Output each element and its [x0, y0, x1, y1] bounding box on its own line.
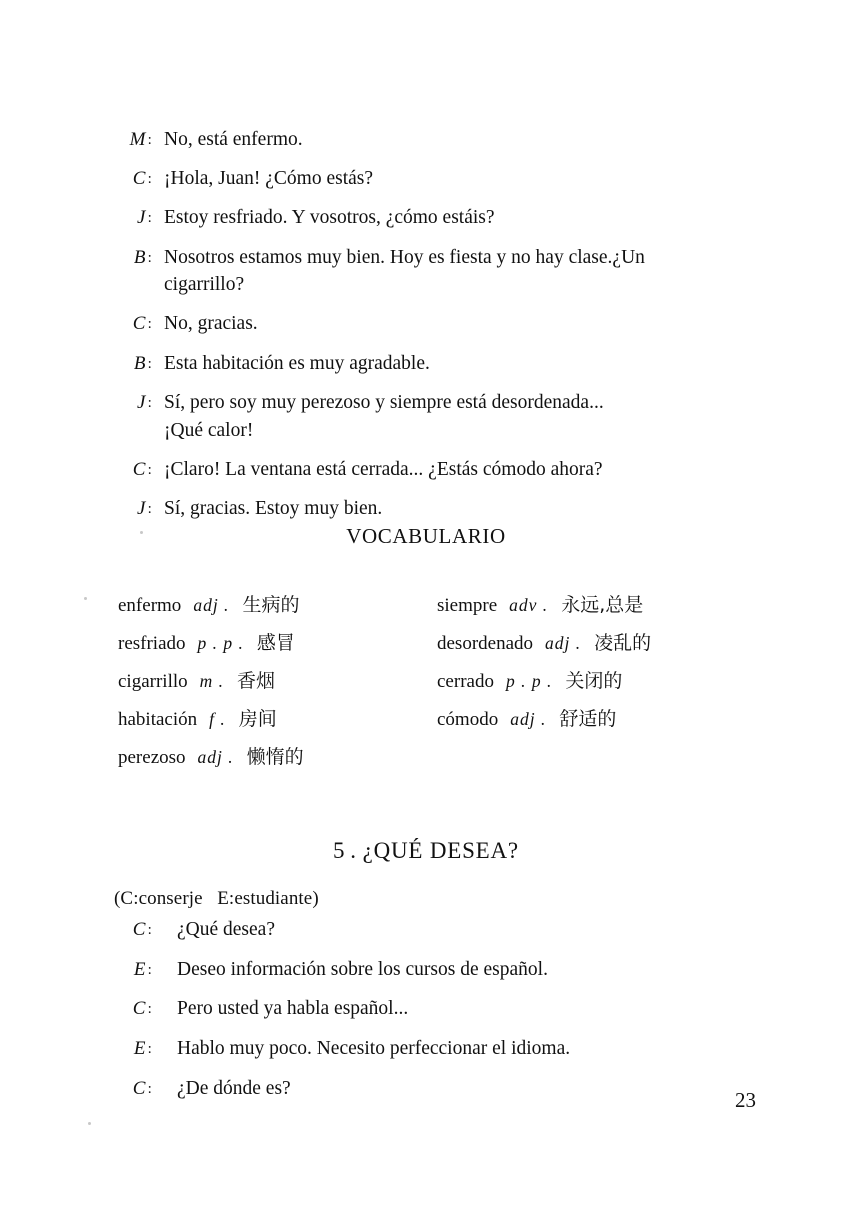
scan-speckle [84, 597, 87, 600]
utterance-primary: ¿Qué desea? [177, 919, 275, 940]
vocabulary-column-right [437, 590, 651, 742]
vocabulary-part-of-speech: m . [199, 671, 225, 691]
utterance-continuation: cigarrillo? [164, 274, 245, 296]
speaker-label: C : [132, 168, 152, 190]
vocabulary-entry [118, 742, 304, 769]
vocabulary-translation: 房间 [238, 708, 277, 730]
vocabulary-part-of-speech: p . p . [505, 671, 553, 691]
dialogue-line [118, 956, 758, 984]
speaker-colon: : [147, 961, 152, 978]
vocabulary-word: cerrado [437, 671, 494, 692]
utterance-text [152, 1035, 758, 1063]
utterance-primary: Hablo muy poco. Necesito perfeccionar el idioma. [177, 1038, 571, 1060]
speaker-colon: : [147, 922, 152, 938]
speaker-colon: : [147, 249, 152, 266]
speaker-colon: : [147, 461, 152, 478]
vocabulary-column-left [118, 590, 304, 780]
utterance-primary: Esta habitación es muy agradable. [164, 352, 430, 374]
utterance-text [152, 995, 758, 1023]
utterance-text [152, 204, 758, 232]
utterance-text [152, 456, 758, 484]
participants-note: (C:conserje E:estudiante) [114, 888, 319, 909]
speaker-colon: : [147, 132, 152, 148]
speaker-colon: : [147, 1001, 152, 1018]
speaker-colon: : [147, 1041, 152, 1058]
speaker-colon: : [147, 1080, 152, 1097]
vocabulary-entry [118, 704, 304, 731]
utterance-text [152, 165, 758, 193]
utterance-primary: Sí, pero soy muy perezoso y siempre está desordenada... [164, 391, 604, 413]
utterance-primary: ¡Claro! La ventana está cerrada... ¿Estás cómodo ahora? [164, 458, 603, 480]
speaker-label: E : [133, 1038, 152, 1060]
speaker-label: J : [136, 497, 152, 519]
scan-speckle [88, 1122, 91, 1125]
utterance-text [152, 389, 758, 444]
utterance-text [152, 126, 758, 154]
vocabulary-word: perezoso [118, 747, 186, 768]
vocabulary-entry [118, 628, 304, 655]
vocabulary-translation: 永远,总是 [561, 594, 644, 616]
vocabulary-translation: 生病的 [242, 594, 300, 616]
dialogue-line [118, 126, 758, 154]
vocabulary-translation: 舒适的 [559, 708, 617, 730]
vocabulary-translation: 香烟 [237, 670, 276, 692]
speaker-label: E : [133, 958, 152, 980]
vocabulary-part-of-speech: adj . [193, 595, 230, 615]
page-number: 23 [735, 1088, 756, 1112]
dialogue-line [118, 1035, 758, 1063]
utterance-text [152, 1075, 758, 1103]
section-title: ¿QUÉ DESEA? [362, 838, 519, 863]
vocabulary-entry [118, 666, 304, 693]
vocabulary-word: desordenado [437, 633, 534, 654]
utterance-primary: Nosotros estamos muy bien. Hoy es fiesta y no hay clase.¿Un [164, 246, 645, 268]
vocabulary-entry [437, 590, 651, 617]
utterance-primary: Deseo información sobre los cursos de español. [177, 958, 548, 980]
vocabulary-part-of-speech: adj . [510, 709, 547, 729]
vocabulary-entry [437, 704, 651, 731]
dialogue-line [118, 350, 758, 378]
utterance-primary: ¡Hola, Juan! ¿Cómo estás? [164, 168, 374, 190]
speaker-colon: : [147, 500, 152, 517]
utterance-primary: Sí, gracias. Estoy muy bien. [164, 497, 383, 519]
vocabulary-entry [437, 666, 651, 693]
vocabulary-heading: VOCABULARIO [346, 524, 506, 548]
speaker-label: B : [133, 352, 152, 374]
dialogue-line [118, 244, 758, 299]
dialogue-line [118, 1075, 758, 1103]
section-heading [0, 838, 852, 864]
utterance-primary: No, está enfermo. [164, 129, 303, 150]
vocabulary-translation: 感冒 [256, 632, 295, 654]
speaker-label: B : [133, 246, 152, 268]
utterance-continuation: ¡Qué calor! [164, 419, 254, 441]
vocabulary-entry [118, 590, 304, 617]
utterance-primary: Pero usted ya habla español... [177, 998, 409, 1020]
vocabulary-part-of-speech: p . p . [197, 633, 244, 653]
dialogue-line [118, 389, 758, 444]
dialogue-line [118, 995, 758, 1023]
speaker-label: C : [132, 998, 152, 1020]
speaker-label: C : [132, 313, 152, 335]
dialogue-line [118, 456, 758, 484]
section-number: 5 . [333, 838, 357, 863]
vocabulary-word: habitación [118, 709, 198, 730]
utterance-text [152, 310, 758, 338]
vocabulary-translation: 凌乱的 [594, 632, 652, 654]
dialogue-block-top [118, 126, 758, 534]
utterance-text [152, 244, 758, 299]
vocabulary-entry [437, 628, 651, 655]
vocabulary-word: enfermo [118, 595, 182, 616]
vocabulary-translation: 懒惰的 [246, 746, 304, 768]
dialogue-block-bottom [118, 916, 758, 1114]
utterance-text [152, 956, 758, 984]
utterance-primary: No, gracias. [164, 313, 258, 335]
vocabulary-part-of-speech: f . [209, 709, 226, 729]
speaker-label: M : [129, 129, 152, 150]
dialogue-line [118, 165, 758, 193]
vocabulary-word: resfriado [118, 633, 186, 654]
speaker-colon: : [147, 210, 152, 227]
speaker-colon: : [147, 316, 152, 333]
speaker-label: J : [136, 207, 152, 229]
vocabulary-part-of-speech: adj . [197, 747, 234, 767]
vocabulary-translation: 关闭的 [565, 670, 623, 692]
vocabulary-word: cómodo [437, 709, 499, 730]
vocabulary-part-of-speech: adv . [509, 595, 549, 615]
speaker-label: C : [132, 919, 152, 940]
vocabulary-word: siempre [437, 595, 498, 616]
dialogue-line [118, 916, 758, 944]
speaker-colon: : [147, 394, 152, 411]
utterance-primary: Estoy resfriado. Y vosotros, ¿cómo estáis? [164, 207, 495, 229]
utterance-text [152, 495, 758, 523]
speaker-label: C : [132, 458, 152, 480]
dialogue-line [118, 310, 758, 338]
utterance-text [152, 916, 758, 944]
vocabulary-word: cigarrillo [118, 671, 188, 692]
vocabulary-part-of-speech: adj . [545, 633, 582, 653]
speaker-label: J : [136, 391, 152, 413]
speaker-colon: : [147, 355, 152, 372]
dialogue-line [118, 204, 758, 232]
speaker-label: C : [132, 1077, 152, 1099]
dialogue-line [118, 495, 758, 523]
utterance-text [152, 350, 758, 378]
utterance-primary: ¿De dónde es? [177, 1077, 291, 1099]
speaker-colon: : [147, 171, 152, 188]
